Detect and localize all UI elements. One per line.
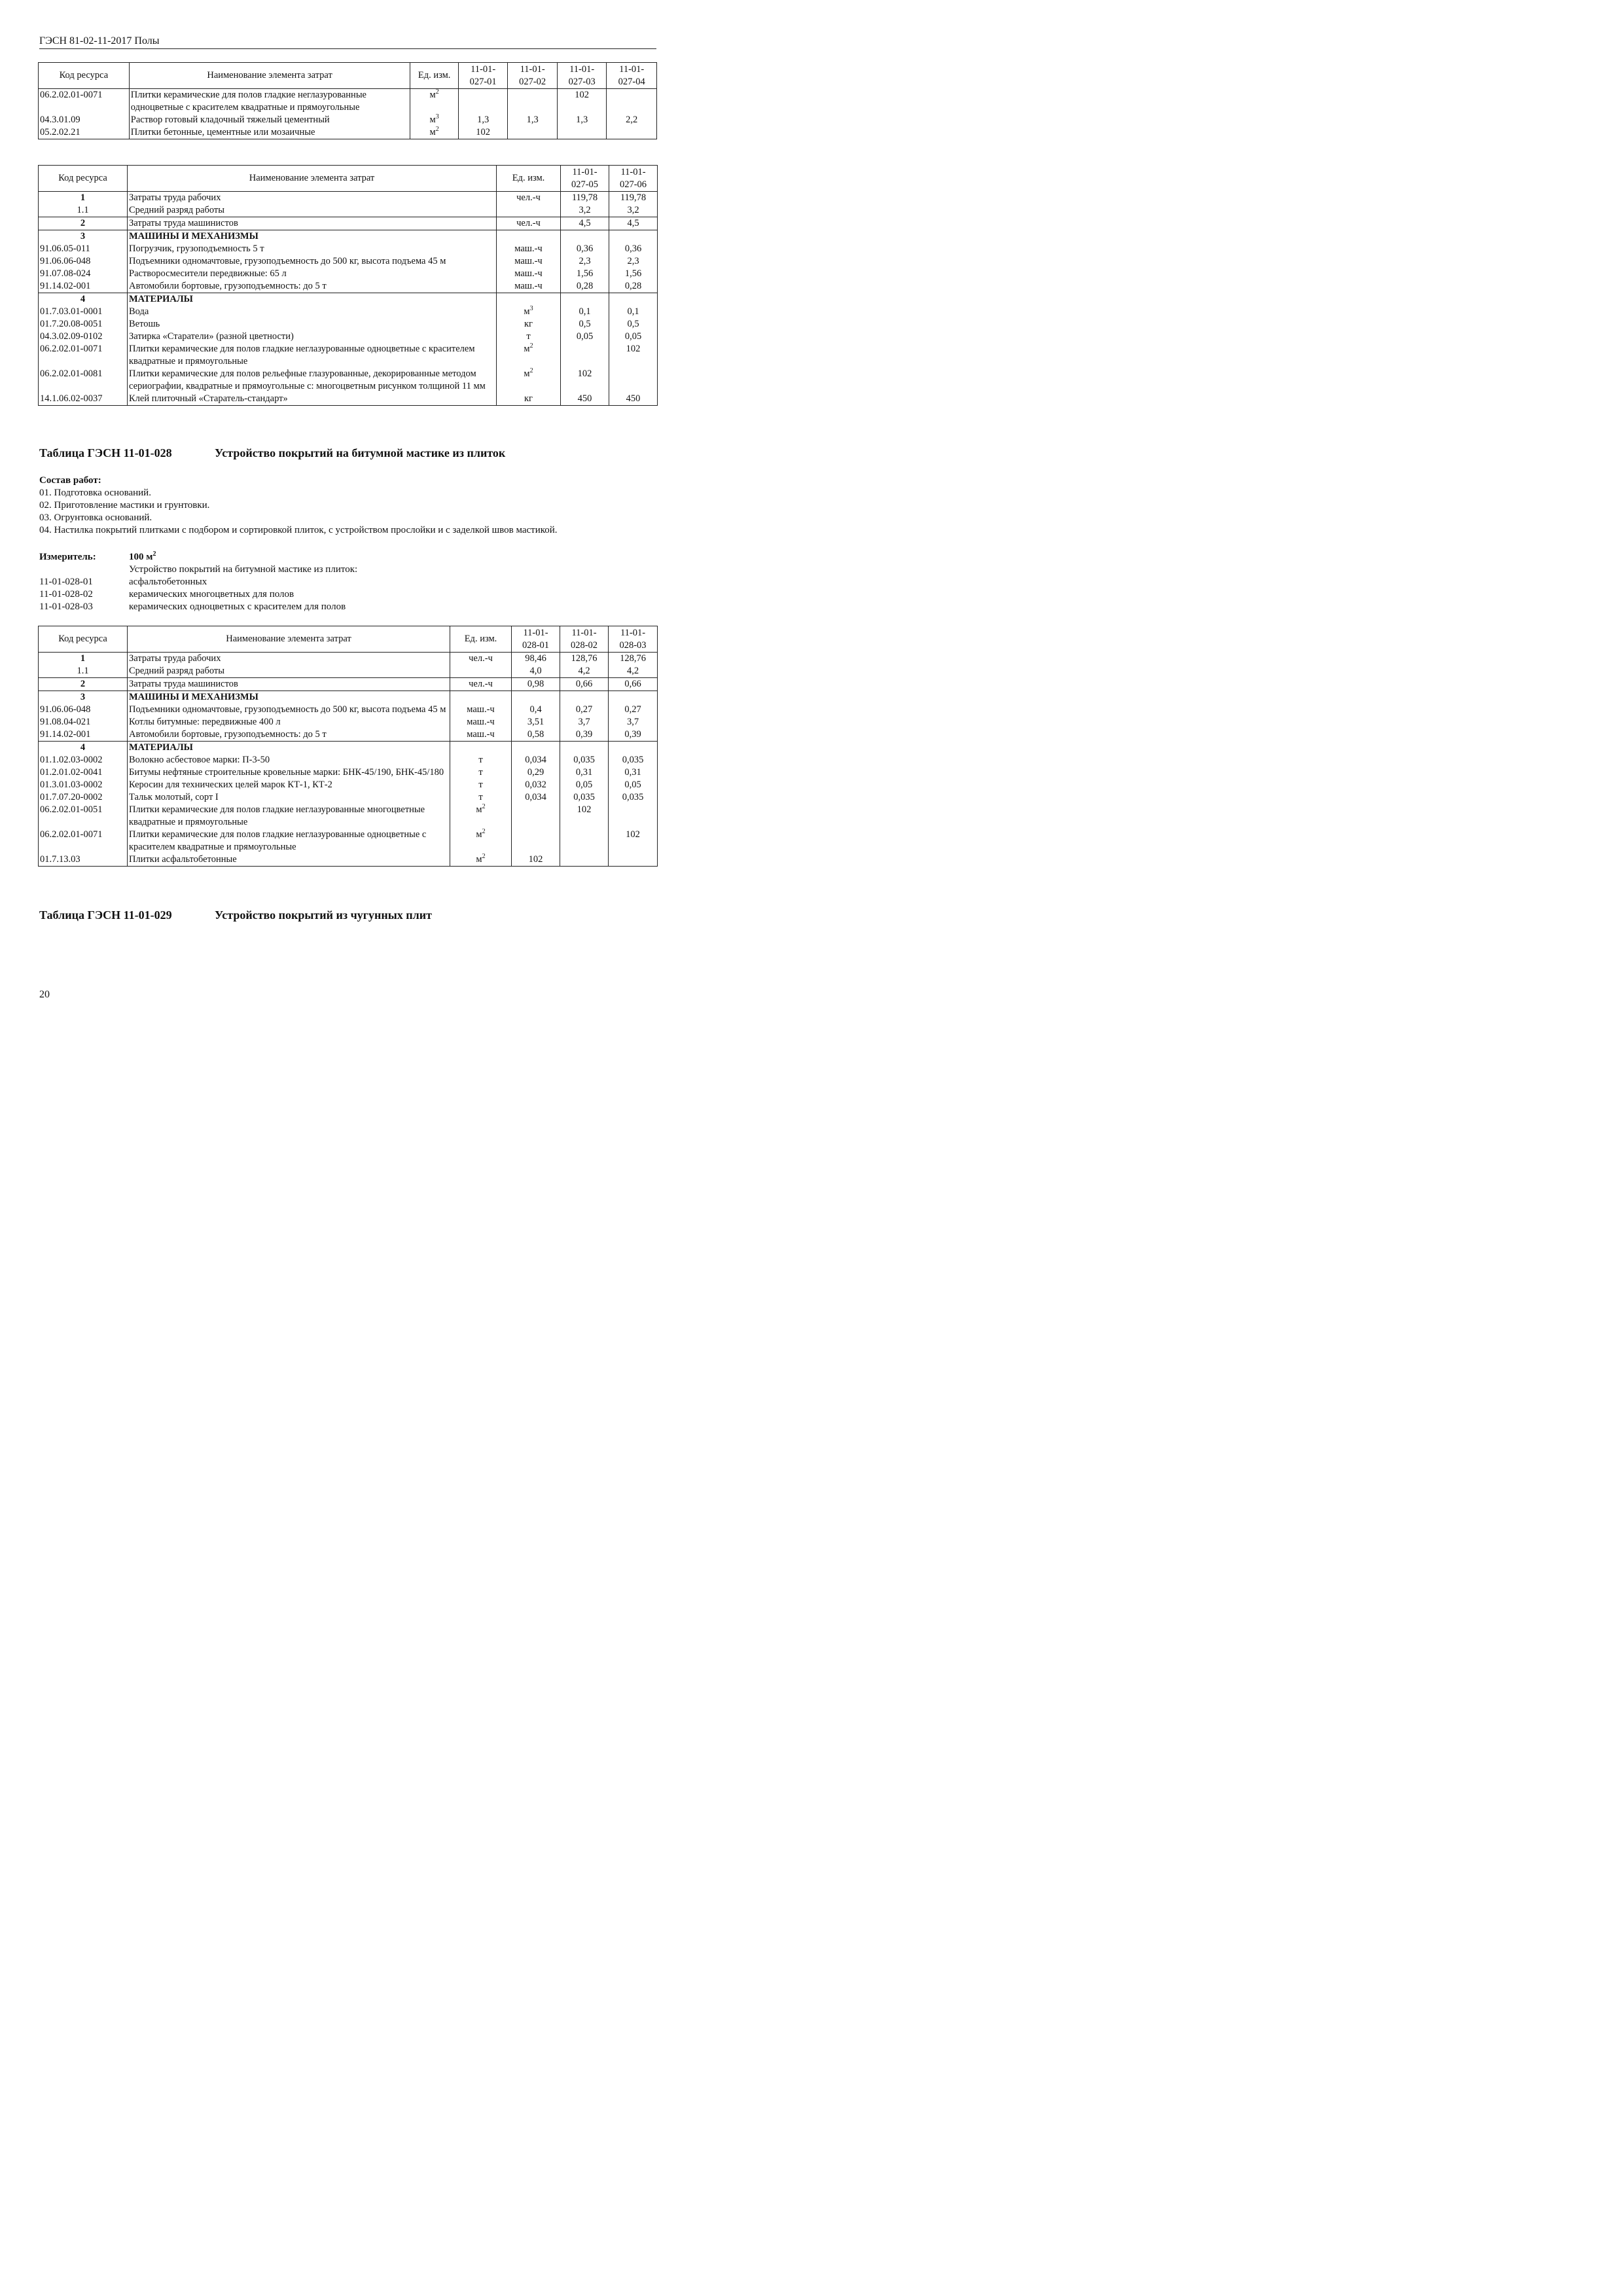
unit: кг <box>497 393 561 406</box>
resource-name: Битумы нефтяные строительные кровельные марки: БНК-45/190, БНК-45/180 <box>128 766 450 779</box>
resource-code: 01.7.13.03 <box>39 853 128 867</box>
value-cell: 0,1 <box>609 306 658 318</box>
value-cell: 0,58 <box>512 728 560 742</box>
resource-code: 91.06.05-011 <box>39 243 128 255</box>
resource-table-027-part2 <box>38 165 658 406</box>
table-row <box>39 255 658 268</box>
value-cell: 119,78 <box>609 192 658 205</box>
table-row <box>39 754 658 766</box>
table-row <box>39 217 658 230</box>
resource-name: Средний разряд работы <box>128 665 450 678</box>
page-header: ГЭСН 81-02-11-2017 Полы <box>39 35 656 49</box>
variant-code: 11-01-028-01 <box>39 577 93 587</box>
column-header: 11-01- 027-02 <box>508 63 558 89</box>
unit: чел.-ч <box>497 217 561 230</box>
column-header: Код ресурса <box>39 626 128 653</box>
resource-name: Автомобили бортовые, грузоподъемность: до 5 т <box>128 280 497 293</box>
variant-text: керамических одноцветных с красителем для полов <box>129 601 346 612</box>
measure-value: 100 $м^2$ <box>129 550 156 562</box>
resource-name: Плитки керамические для полов гладкие неглазурованные одноцветные с красителем квадратные и прямоугольные <box>129 89 410 115</box>
unit: $м^2$ <box>410 126 458 139</box>
resource-name: Плитки бетонные, цементные или мозаичные <box>129 126 410 139</box>
resource-name: Раствор готовый кладочный тяжелый цементный <box>129 114 410 126</box>
unit: т <box>450 779 512 791</box>
value-cell: 102 <box>557 89 607 115</box>
column-header: Ед. изм. <box>497 166 561 192</box>
resource-name: Плитки асфальтобетонные <box>128 853 450 867</box>
table-row <box>39 791 658 804</box>
measure-description: Устройство покрытий на битумной мастике из плиток: <box>129 564 358 575</box>
value-cell: 0,032 <box>512 779 560 791</box>
value-cell: 0,035 <box>609 754 658 766</box>
value-cell: 0,39 <box>560 728 609 742</box>
column-header: Наименование элемента затрат <box>128 166 497 192</box>
value-cell: 102 <box>560 804 609 829</box>
resource-code: 06.2.02.01-0081 <box>39 368 128 393</box>
resource-code: 04.3.02.09-0102 <box>39 331 128 343</box>
resource-code: 01.2.01.02-0041 <box>39 766 128 779</box>
table-028-number: Таблица ГЭСН 11-01-028 <box>39 446 172 459</box>
value-cell: 102 <box>609 343 658 368</box>
table-row <box>39 331 658 343</box>
measure-block <box>39 551 357 613</box>
resource-code: 05.2.02.21 <box>39 126 130 139</box>
table-row <box>39 126 657 139</box>
value-cell: 2,3 <box>561 255 609 268</box>
value-cell: 4,0 <box>512 665 560 678</box>
unit <box>450 742 512 755</box>
table-row <box>39 318 658 331</box>
work-item: 02. Приготовление мастики и грунтовки. <box>39 500 210 511</box>
resource-code: 1.1 <box>39 665 128 678</box>
unit: чел.-ч <box>450 678 512 691</box>
value-cell <box>561 230 609 243</box>
unit <box>497 230 561 243</box>
value-cell <box>609 293 658 306</box>
resource-code: 3 <box>39 691 128 704</box>
column-header: 11-01- 027-01 <box>458 63 508 89</box>
resource-code: 06.2.02.01-0071 <box>39 829 128 853</box>
resource-name: Плитки керамические для полов рельефные глазурованные, декорированные методом сериографии, квадратные и прямоугольные с: многоцветным рисунком толщиной 11 мм <box>128 368 497 393</box>
unit: $м^2$ <box>450 804 512 829</box>
column-header: Наименование элемента затрат <box>128 626 450 653</box>
column-header: Код ресурса <box>39 166 128 192</box>
resource-name: Ветошь <box>128 318 497 331</box>
unit: т <box>450 791 512 804</box>
column-header: 11-01- 028-02 <box>560 626 609 653</box>
unit: $м^2$ <box>410 89 458 115</box>
column-header: Ед. изм. <box>450 626 512 653</box>
unit: маш.-ч <box>450 704 512 716</box>
value-cell: 3,7 <box>560 716 609 728</box>
unit: маш.-ч <box>450 728 512 742</box>
value-cell: 4,2 <box>560 665 609 678</box>
unit: маш.-ч <box>497 268 561 280</box>
unit: маш.-ч <box>497 255 561 268</box>
value-cell <box>512 829 560 853</box>
table-row <box>39 204 658 217</box>
resource-name: Затраты труда машинистов <box>128 678 450 691</box>
value-cell: 450 <box>561 393 609 406</box>
value-cell: 1,3 <box>458 114 508 126</box>
resource-name: Котлы битумные: передвижные 400 л <box>128 716 450 728</box>
unit: $м^3$ <box>410 114 458 126</box>
resource-name: Волокно асбестовое марки: П-3-50 <box>128 754 450 766</box>
resource-code: 01.7.07.20-0002 <box>39 791 128 804</box>
resource-code: 91.14.02-001 <box>39 280 128 293</box>
table-row <box>39 766 658 779</box>
resource-code: 4 <box>39 293 128 306</box>
unit: $м^3$ <box>497 306 561 318</box>
value-cell: 0,27 <box>609 704 658 716</box>
resource-name: Затраты труда рабочих <box>128 653 450 666</box>
resource-code: 06.2.02.01-0071 <box>39 343 128 368</box>
unit <box>497 293 561 306</box>
value-cell: 0,05 <box>609 779 658 791</box>
table-row <box>39 691 658 704</box>
value-cell: 128,76 <box>609 653 658 666</box>
value-cell <box>508 126 558 139</box>
value-cell: 0,05 <box>609 331 658 343</box>
resource-name: МАТЕРИАЛЫ <box>128 742 450 755</box>
value-cell <box>561 293 609 306</box>
resource-code: 2 <box>39 217 128 230</box>
unit: маш.-ч <box>450 716 512 728</box>
resource-code: 4 <box>39 742 128 755</box>
resource-table-028 <box>38 626 658 867</box>
value-cell <box>560 829 609 853</box>
table-row <box>39 393 658 406</box>
value-cell: 98,46 <box>512 653 560 666</box>
resource-code: 01.3.01.03-0002 <box>39 779 128 791</box>
resource-name: Автомобили бортовые, грузоподъемность: до 5 т <box>128 728 450 742</box>
column-header: 11-01- 028-01 <box>512 626 560 653</box>
value-cell: 0,36 <box>561 243 609 255</box>
resource-name: Плитки керамические для полов гладкие неглазурованные одноцветные с красителем квадратные и прямоугольные <box>128 343 497 368</box>
value-cell <box>512 691 560 704</box>
value-cell: 0,31 <box>560 766 609 779</box>
resource-name: Средний разряд работы <box>128 204 497 217</box>
work-item: 04. Настилка покрытий плитками с подбором и сортировкой плиток, с устройством прослойки и с заделкой швов мастикой. <box>39 525 558 535</box>
unit: т <box>450 766 512 779</box>
column-header: Ед. изм. <box>410 63 458 89</box>
value-cell: 450 <box>609 393 658 406</box>
unit: $м^2$ <box>497 368 561 393</box>
resource-name: Подъемники одномачтовые, грузоподъемность до 500 кг, высота подъема 45 м <box>128 255 497 268</box>
value-cell <box>560 691 609 704</box>
value-cell: 102 <box>561 368 609 393</box>
unit: чел.-ч <box>497 192 561 205</box>
unit: $м^2$ <box>450 829 512 853</box>
unit: $м^2$ <box>497 343 561 368</box>
value-cell: 0,66 <box>560 678 609 691</box>
table-row <box>39 280 658 293</box>
value-cell <box>609 804 658 829</box>
unit <box>450 665 512 678</box>
resource-table-027-part1 <box>38 62 657 139</box>
unit: маш.-ч <box>497 243 561 255</box>
resource-name: Плитки керамические для полов гладкие неглазурованные многоцветные квадратные и прямоугольные <box>128 804 450 829</box>
value-cell: 1,56 <box>561 268 609 280</box>
value-cell: 0,4 <box>512 704 560 716</box>
resource-code: 91.06.06-048 <box>39 704 128 716</box>
value-cell <box>557 126 607 139</box>
value-cell: 2,3 <box>609 255 658 268</box>
work-item: 01. Подготовка оснований. <box>39 488 151 498</box>
value-cell: 0,05 <box>560 779 609 791</box>
value-cell <box>458 89 508 115</box>
table-row <box>39 678 658 691</box>
value-cell: 0,035 <box>560 791 609 804</box>
value-cell <box>512 804 560 829</box>
page-number: 20 <box>39 989 50 1000</box>
value-cell: 0,27 <box>560 704 609 716</box>
table-row <box>39 368 658 393</box>
value-cell: 102 <box>609 829 658 853</box>
value-cell: 3,7 <box>609 716 658 728</box>
value-cell <box>508 89 558 115</box>
resource-name: Затраты труда рабочих <box>128 192 497 205</box>
resource-code: 1 <box>39 192 128 205</box>
table-028-name: Устройство покрытий на битумной мастике из плиток <box>215 446 506 459</box>
value-cell: 2,2 <box>607 114 657 126</box>
table-row <box>39 665 658 678</box>
resource-code: 14.1.06.02-0037 <box>39 393 128 406</box>
value-cell: 119,78 <box>561 192 609 205</box>
resource-code: 2 <box>39 678 128 691</box>
column-header: 11-01- 027-06 <box>609 166 658 192</box>
value-cell: 0,035 <box>560 754 609 766</box>
value-cell <box>561 343 609 368</box>
resource-name: МАТЕРИАЛЫ <box>128 293 497 306</box>
table-029-title <box>39 908 432 922</box>
value-cell: 0,36 <box>609 243 658 255</box>
table-029-number: Таблица ГЭСН 11-01-029 <box>39 908 172 922</box>
value-cell: 4,5 <box>561 217 609 230</box>
value-cell: 1,3 <box>557 114 607 126</box>
variant-code: 11-01-028-02 <box>39 589 93 600</box>
value-cell <box>609 742 658 755</box>
resource-name: Погрузчик, грузоподъемность 5 т <box>128 243 497 255</box>
value-cell: 102 <box>458 126 508 139</box>
table-row <box>39 704 658 716</box>
value-cell: 102 <box>512 853 560 867</box>
resource-code: 91.08.04-021 <box>39 716 128 728</box>
table-row <box>39 268 658 280</box>
resource-name: Тальк молотый, сорт I <box>128 791 450 804</box>
resource-name: Плитки керамические для полов гладкие неглазурованные одноцветные с красителем квадратные и прямоугольные <box>128 829 450 853</box>
column-header: 11-01- 028-03 <box>609 626 658 653</box>
resource-name: Подъемники одномачтовые, грузоподъемность до 500 кг, высота подъема 45 м <box>128 704 450 716</box>
unit: $м^2$ <box>450 853 512 867</box>
table-row <box>39 742 658 755</box>
work-composition-heading: Состав работ: <box>39 475 101 486</box>
table-row <box>39 114 657 126</box>
value-cell: 1,3 <box>508 114 558 126</box>
resource-code: 01.7.20.08-0051 <box>39 318 128 331</box>
value-cell <box>560 853 609 867</box>
column-header: Код ресурса <box>39 63 130 89</box>
value-cell <box>512 742 560 755</box>
column-header: 11-01- 027-03 <box>557 63 607 89</box>
value-cell: 0,5 <box>609 318 658 331</box>
resource-name: Затраты труда машинистов <box>128 217 497 230</box>
value-cell: 0,1 <box>561 306 609 318</box>
column-header: 11-01- 027-04 <box>607 63 657 89</box>
value-cell: 0,035 <box>609 791 658 804</box>
unit <box>497 204 561 217</box>
value-cell <box>607 126 657 139</box>
value-cell: 0,28 <box>609 280 658 293</box>
resource-code: 1 <box>39 653 128 666</box>
resource-name: Керосин для технических целей марок КТ-1, КТ-2 <box>128 779 450 791</box>
table-028-title <box>39 446 505 460</box>
table-row <box>39 343 658 368</box>
unit: т <box>497 331 561 343</box>
value-cell: 3,2 <box>609 204 658 217</box>
resource-name: МАШИНЫ И МЕХАНИЗМЫ <box>128 691 450 704</box>
table-row <box>39 306 658 318</box>
value-cell: 0,5 <box>561 318 609 331</box>
column-header: Наименование элемента затрат <box>129 63 410 89</box>
value-cell <box>560 742 609 755</box>
resource-code: 91.14.02-001 <box>39 728 128 742</box>
value-cell: 0,39 <box>609 728 658 742</box>
value-cell: 0,98 <box>512 678 560 691</box>
unit: кг <box>497 318 561 331</box>
unit <box>450 691 512 704</box>
resource-name: Клей плиточный «Старатель-стандарт» <box>128 393 497 406</box>
value-cell: 0,034 <box>512 754 560 766</box>
value-cell: 0,29 <box>512 766 560 779</box>
value-cell <box>609 853 658 867</box>
variant-text: асфальтобетонных <box>129 577 207 587</box>
measure-label: Измеритель: <box>39 552 96 562</box>
value-cell: 4,2 <box>609 665 658 678</box>
table-row <box>39 716 658 728</box>
table-row <box>39 243 658 255</box>
resource-code: 91.07.08-024 <box>39 268 128 280</box>
table-row <box>39 728 658 742</box>
resource-code: 91.06.06-048 <box>39 255 128 268</box>
value-cell: 3,2 <box>561 204 609 217</box>
table-row <box>39 853 658 867</box>
table-row <box>39 829 658 853</box>
table-row <box>39 653 658 666</box>
column-header: 11-01- 027-05 <box>561 166 609 192</box>
unit: маш.-ч <box>497 280 561 293</box>
resource-code: 04.3.01.09 <box>39 114 130 126</box>
value-cell: 3,51 <box>512 716 560 728</box>
work-composition <box>39 475 558 537</box>
value-cell <box>607 89 657 115</box>
value-cell <box>609 691 658 704</box>
resource-code: 06.2.02.01-0071 <box>39 89 130 115</box>
variant-code: 11-01-028-03 <box>39 601 93 612</box>
table-029-name: Устройство покрытий из чугунных плит <box>215 908 432 922</box>
resource-name: Затирка «Старатели» (разной цветности) <box>128 331 497 343</box>
table-row <box>39 779 658 791</box>
value-cell <box>609 368 658 393</box>
variant-text: керамических многоцветных для полов <box>129 589 294 600</box>
table-row <box>39 293 658 306</box>
table-row <box>39 804 658 829</box>
unit: чел.-ч <box>450 653 512 666</box>
value-cell: 4,5 <box>609 217 658 230</box>
resource-code: 06.2.02.01-0051 <box>39 804 128 829</box>
value-cell: 0,66 <box>609 678 658 691</box>
resource-name: Растворосмесители передвижные: 65 л <box>128 268 497 280</box>
resource-name: МАШИНЫ И МЕХАНИЗМЫ <box>128 230 497 243</box>
unit: т <box>450 754 512 766</box>
resource-code: 01.1.02.03-0002 <box>39 754 128 766</box>
resource-code: 3 <box>39 230 128 243</box>
value-cell: 1,56 <box>609 268 658 280</box>
value-cell: 0,31 <box>609 766 658 779</box>
resource-code: 1.1 <box>39 204 128 217</box>
table-row <box>39 230 658 243</box>
work-item: 03. Огрунтовка оснований. <box>39 512 152 523</box>
value-cell: 0,034 <box>512 791 560 804</box>
value-cell <box>609 230 658 243</box>
table-row <box>39 89 657 115</box>
resource-code: 01.7.03.01-0001 <box>39 306 128 318</box>
value-cell: 0,05 <box>561 331 609 343</box>
table-row <box>39 192 658 205</box>
value-cell: 0,28 <box>561 280 609 293</box>
value-cell: 128,76 <box>560 653 609 666</box>
resource-name: Вода <box>128 306 497 318</box>
